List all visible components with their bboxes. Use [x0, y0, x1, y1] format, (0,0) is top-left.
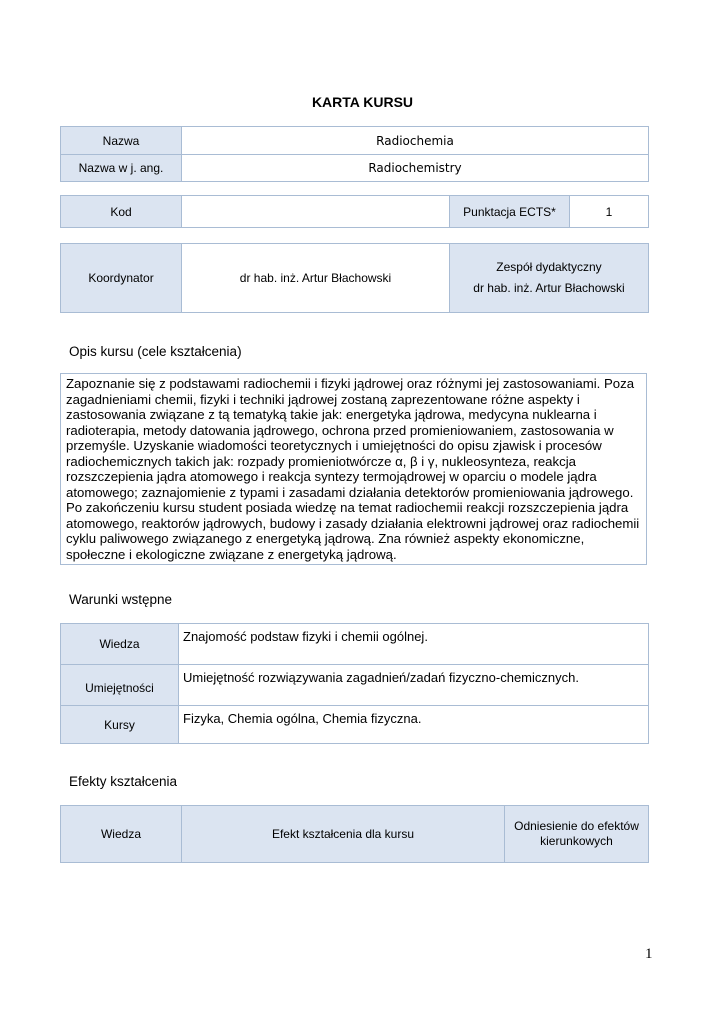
page-title: KARTA KURSU [311, 94, 414, 110]
description-text: Zapoznanie się z podstawami radiochemii i fizyki jądrowej oraz różnymi jej zastosowaniami. Poza zagadnieniami chemii, fizyki i techniki jądrowej zostaną zaprezentowane różne aspekty i zastosowania związane z tą tematyką takie jak: energetyka jądrowa, medycyna nuklearna i radioterapia, metody datowania jądrowego, ochrona przed promieniowaniem, zastosowania w przemyśle. Uzyskanie wiadomości teoretycznych i umiejętności do opisu zjawisk i procesów radiochemicznych takich jak: rozpady promieniotwórcze α, β i γ, nukleosynteza, reakcja rozszczepienia jądra atomowego i reakcja syntezy termojądrowej w oparciu o modele jądra atomowego; zaznajomienie z typami i zasadami działania detektorów promieniowania jądrowego. Po zakończeniu kursu student posiada wiedzę na temat radiochemii reakcji rozszczepienia jądra atomowego, reaktorów jądrowych, budowy i zasady działania elektrowni jądrowej oraz radiochemii cyklu paliwowego związanego z energetyką jądrową. Zna również aspekty ekonomiczne, społeczne i ekologiczne związane z energetyką jądrową. [60, 373, 647, 565]
prerequisites-heading: Warunki wstępne [69, 592, 173, 607]
prereq-value-skills: Umiejętność rozwiązywania zagadnień/zadań fizyczno-chemicznych. [179, 665, 649, 706]
coordinator-value: dr hab. inż. Artur Błachowski [182, 244, 450, 313]
ects-label: Punktacja ECTS* [450, 196, 570, 228]
outcomes-col-effect: Efekt kształcenia dla kursu [182, 806, 505, 863]
team-value: dr hab. inż. Artur Błachowski [473, 281, 625, 295]
code-value [182, 196, 450, 228]
outcomes-heading: Efekty kształcenia [69, 774, 178, 789]
team-label: Zespół dydaktyczny [496, 260, 602, 274]
prereq-value-knowledge: Znajomość podstaw fizyki i chemii ogólnej. [179, 624, 649, 665]
code-table [60, 195, 649, 228]
page-number: 1 [645, 946, 653, 962]
coordinator-label: Koordynator [61, 244, 182, 313]
prereq-label-courses: Kursy [61, 706, 179, 744]
course-name-label: Nazwa [61, 127, 182, 155]
course-name-en-value: Radiochemistry [182, 155, 649, 182]
team-cell [450, 244, 649, 313]
description-heading: Opis kursu (cele kształcenia) [69, 344, 242, 359]
coordinator-table [60, 243, 649, 313]
course-name-table [60, 126, 649, 182]
course-name-value: Radiochemia [182, 127, 649, 155]
outcomes-col-knowledge: Wiedza [61, 806, 182, 863]
prereq-value-courses: Fizyka, Chemia ogólna, Chemia fizyczna. [179, 706, 649, 744]
prereq-label-skills: Umiejętności [61, 665, 179, 706]
prerequisites-table [60, 623, 649, 744]
code-label: Kod [61, 196, 182, 228]
outcomes-table [60, 805, 649, 863]
ects-value: 1 [570, 196, 649, 228]
outcomes-col-reference: Odniesienie do efektów kierunkowych [505, 806, 649, 863]
course-name-en-label: Nazwa w j. ang. [61, 155, 182, 182]
prereq-label-knowledge: Wiedza [61, 624, 179, 665]
